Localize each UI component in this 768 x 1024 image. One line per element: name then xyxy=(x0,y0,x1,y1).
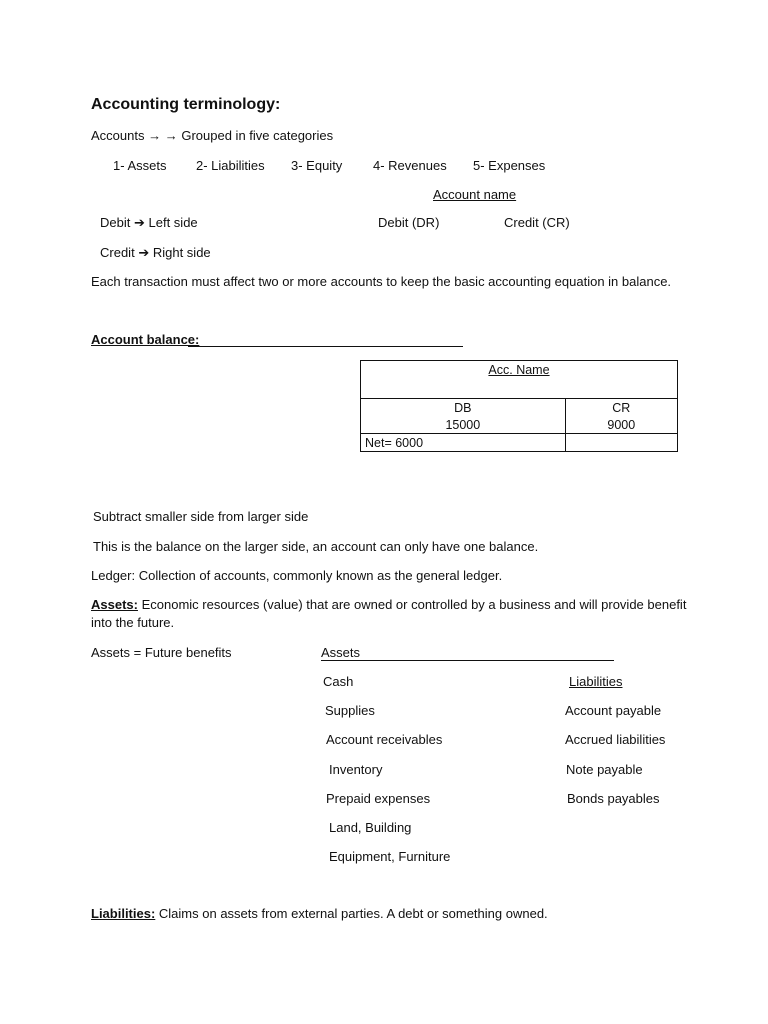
heading-underline xyxy=(188,346,463,347)
debit-label: Debit xyxy=(100,215,131,230)
credit-side-text: Right side xyxy=(152,245,211,260)
account-balance-table xyxy=(360,360,678,452)
asset-item: Cash xyxy=(323,674,354,689)
liabilities-definition xyxy=(91,906,548,922)
asset-item: Equipment, Furniture xyxy=(329,849,451,864)
category-revenues: 4- Revenues xyxy=(373,158,447,173)
credit-line xyxy=(100,245,211,261)
liability-item: Account payable xyxy=(565,703,662,718)
value-db: 15000 xyxy=(361,416,566,434)
category-assets: 1- Assets xyxy=(113,158,167,173)
assets-definition-text: Economic resources (value) that are owned or controlled by a business and will provide benefit xyxy=(137,597,687,612)
asset-item: Account receivables xyxy=(326,732,443,747)
right-arrow-icon: ➔ xyxy=(138,245,150,260)
table-title: Acc. Name xyxy=(488,363,550,377)
empty-cell xyxy=(565,434,677,452)
asset-item: Supplies xyxy=(325,703,375,718)
subtract-text: Subtract smaller side from larger side xyxy=(93,509,309,524)
account-balance-heading: Account balance: xyxy=(91,332,200,347)
liability-item: Bonds payables xyxy=(567,791,660,806)
balance-text: This is the balance on the larger side, an account can only have one balance. xyxy=(93,539,539,554)
accounts-description: Grouped in five categories xyxy=(181,128,334,143)
accounts-label: Accounts xyxy=(91,128,145,143)
page-title: Accounting terminology: xyxy=(91,96,281,113)
liabilities-definition-label: Liabilities: xyxy=(91,906,156,921)
assets-definition-label: Assets: xyxy=(91,597,138,612)
liabilities-definition-text: Claims on assets from external parties. A debt or something owned. xyxy=(155,906,548,921)
category-expenses: 5- Expenses xyxy=(473,158,546,173)
debit-dr-label: Debit (DR) xyxy=(378,215,440,230)
transaction-text: Each transaction must affect two or more accounts to keep the basic accounting equation in balance. xyxy=(91,274,672,289)
right-arrow-icon: ➔ xyxy=(133,215,145,230)
header-cr: CR xyxy=(565,399,677,417)
credit-label: Credit xyxy=(100,245,135,260)
accounts-line xyxy=(91,128,333,144)
debit-line xyxy=(100,215,198,231)
double-arrow-icon: → → xyxy=(148,128,178,143)
liabilities-column-heading: Liabilities xyxy=(569,674,623,689)
assets-definition-line1 xyxy=(91,597,686,613)
assets-heading-underline xyxy=(321,660,614,661)
account-name-label: Account name xyxy=(433,187,517,202)
liability-item: Note payable xyxy=(566,762,643,777)
ledger-text: Ledger: Collection of accounts, commonly known as the general ledger. xyxy=(91,568,503,583)
category-equity: 3- Equity xyxy=(291,158,343,173)
asset-item: Prepaid expenses xyxy=(326,791,431,806)
value-cr: 9000 xyxy=(565,416,677,434)
assets-column-heading: Assets xyxy=(321,645,361,660)
assets-equation: Assets = Future benefits xyxy=(91,645,232,660)
header-db: DB xyxy=(361,399,566,417)
category-liabilities: 2- Liabilities xyxy=(196,158,265,173)
assets-definition-line2: into the future. xyxy=(91,615,175,630)
table-title-cell xyxy=(361,361,678,399)
net-cell: Net= 6000 xyxy=(361,434,566,452)
credit-cr-label: Credit (CR) xyxy=(504,215,570,230)
liability-item: Accrued liabilities xyxy=(565,732,666,747)
debit-side-text: Left side xyxy=(148,215,198,230)
asset-item: Inventory xyxy=(329,762,383,777)
asset-item: Land, Building xyxy=(329,820,412,835)
